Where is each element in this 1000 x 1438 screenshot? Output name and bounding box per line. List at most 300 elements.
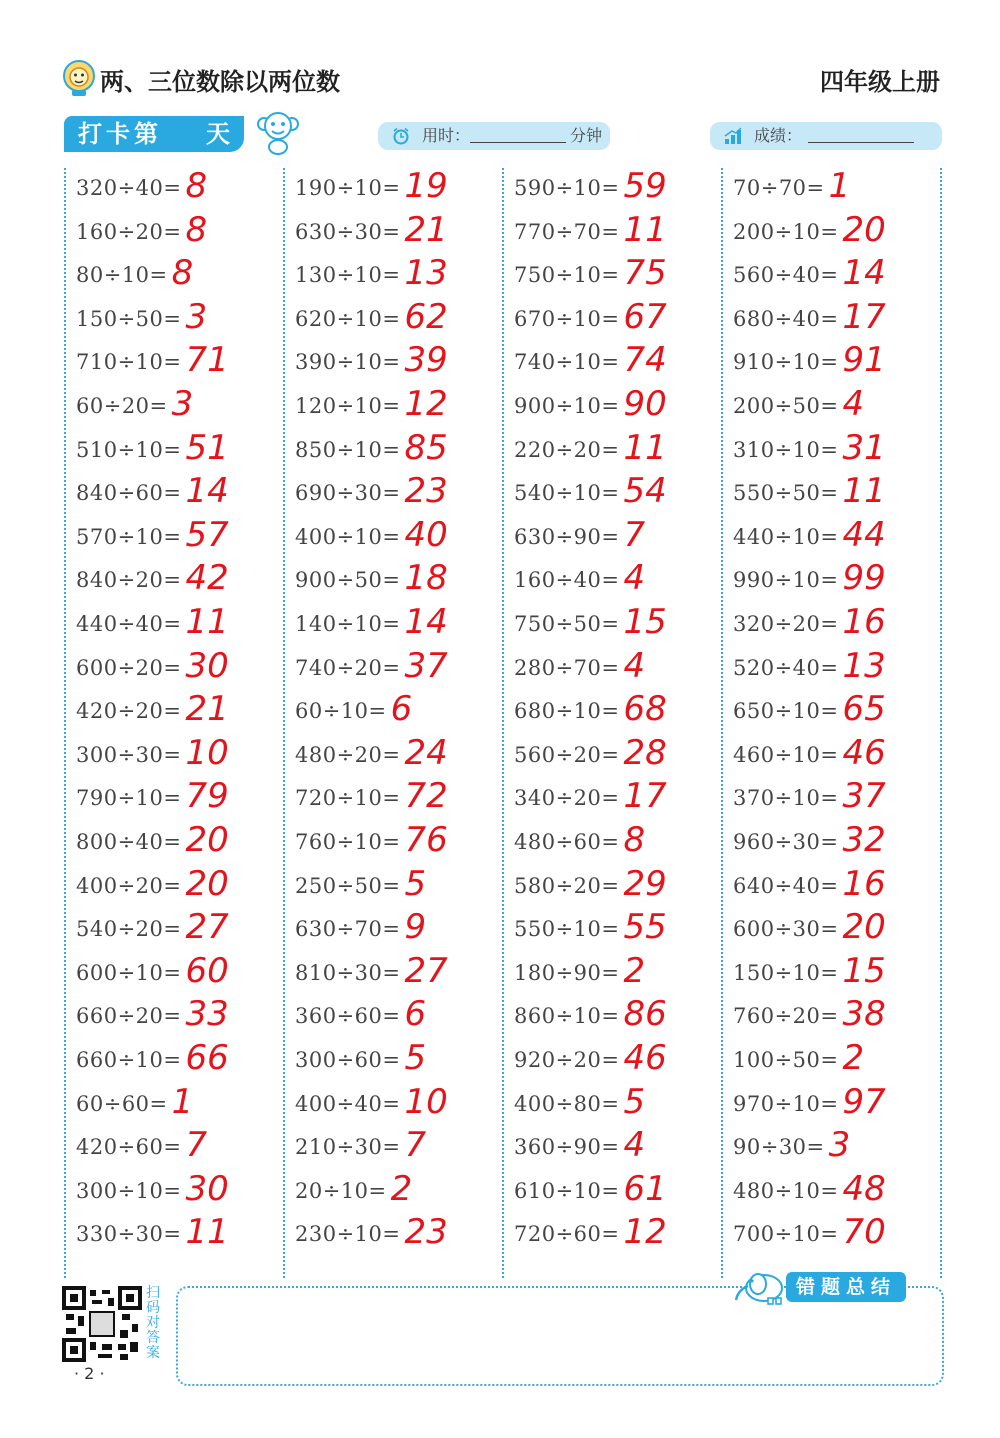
handwritten-answer[interactable]: 20	[185, 863, 229, 904]
division-question: 320÷40=	[76, 176, 182, 200]
exercise-row	[64, 863, 283, 910]
time-blank[interactable]	[470, 124, 566, 143]
exercise-row	[721, 822, 940, 866]
handwritten-answer[interactable]: 3	[828, 1125, 851, 1166]
exercise-row	[64, 645, 283, 692]
division-question: 590÷10=	[514, 176, 620, 200]
division-question: 760÷20=	[733, 1004, 839, 1029]
handwritten-answer[interactable]: 51	[185, 427, 229, 468]
exercise-row	[502, 168, 721, 212]
division-question: 310÷10=	[733, 437, 839, 462]
exercise-row	[64, 909, 283, 953]
handwritten-answer[interactable]: 10	[404, 1081, 448, 1122]
exercise-row	[283, 342, 502, 386]
division-question: 900÷50=	[295, 568, 401, 593]
division-question: 420÷60=	[76, 1135, 182, 1160]
exercise-row	[502, 645, 721, 692]
exercise-row	[502, 514, 721, 561]
division-question: 970÷10=	[733, 1091, 839, 1116]
handwritten-answer[interactable]: 66	[185, 1038, 229, 1078]
division-question: 20÷10=	[295, 1178, 387, 1203]
handwritten-answer[interactable]: 17	[623, 776, 667, 817]
exercise-row	[283, 386, 502, 430]
division-question: 800÷40=	[76, 830, 182, 854]
handwritten-answer[interactable]: 29	[623, 863, 667, 904]
exercise-column	[64, 168, 283, 1278]
division-question: 400÷40=	[295, 1091, 401, 1116]
exercise-row	[64, 168, 283, 212]
exercise-row	[283, 950, 502, 997]
division-question: 330÷30=	[76, 1222, 182, 1247]
division-question: 920÷20=	[514, 1048, 620, 1072]
handwritten-answer[interactable]: 4	[623, 558, 646, 599]
handwritten-answer[interactable]: 2	[390, 1168, 413, 1209]
exercise-row	[721, 732, 940, 779]
scan-for-answers-text: 扫码对答案	[146, 1285, 160, 1361]
handwritten-answer[interactable]: 21	[185, 689, 229, 730]
handwritten-answer[interactable]: 85	[404, 427, 448, 468]
handwritten-answer[interactable]: 7	[623, 514, 646, 555]
handwritten-answer[interactable]: 18	[404, 558, 448, 599]
exercise-row	[502, 604, 721, 648]
division-question: 750÷50=	[514, 612, 620, 636]
division-question: 200÷10=	[733, 219, 839, 244]
exercise-row	[721, 168, 940, 212]
handwritten-answer[interactable]: 20	[185, 820, 229, 860]
handwritten-answer[interactable]: 70	[842, 1212, 886, 1253]
exercise-row	[721, 1127, 940, 1171]
division-question: 180÷90=	[514, 960, 620, 985]
division-question: 540÷20=	[76, 917, 182, 942]
handwritten-answer[interactable]: 5	[404, 1038, 427, 1078]
division-question: 630÷30=	[295, 219, 401, 244]
exercise-row	[721, 1040, 940, 1084]
handwritten-answer[interactable]: 75	[623, 253, 667, 294]
division-question: 60÷60=	[76, 1091, 168, 1116]
division-question: 840÷60=	[76, 481, 182, 506]
handwritten-answer[interactable]: 6	[390, 689, 413, 730]
division-question: 510÷10=	[76, 437, 182, 462]
handwritten-answer[interactable]: 46	[842, 732, 886, 773]
division-question: 390÷10=	[295, 350, 401, 375]
score-blank[interactable]	[808, 124, 914, 143]
exercise-row	[502, 732, 721, 779]
exercise-row	[502, 296, 721, 343]
exercise-row	[721, 473, 940, 517]
division-question: 280÷70=	[514, 655, 620, 680]
handwritten-answer[interactable]: 24	[404, 732, 448, 773]
handwritten-answer[interactable]: 15	[623, 602, 667, 642]
exercise-row	[283, 255, 502, 299]
handwritten-answer[interactable]: 14	[842, 253, 886, 294]
info-bar	[64, 116, 942, 152]
division-question: 770÷70=	[514, 219, 620, 244]
handwritten-answer[interactable]: 17	[842, 296, 886, 337]
monkey-mascot-icon	[254, 108, 302, 156]
handwritten-answer[interactable]: 37	[404, 645, 448, 686]
handwritten-answer[interactable]: 71	[185, 340, 229, 381]
division-question: 600÷20=	[76, 655, 182, 680]
handwritten-answer[interactable]: 27	[185, 907, 229, 948]
division-question: 580÷20=	[514, 873, 620, 898]
checkin-day-unit: 天	[206, 120, 230, 148]
division-question: 910÷10=	[733, 350, 839, 375]
exercise-row	[502, 1127, 721, 1171]
exercise-row	[502, 996, 721, 1040]
handwritten-answer[interactable]: 31	[842, 427, 886, 468]
division-question: 550÷10=	[514, 917, 620, 942]
handwritten-answer[interactable]: 8	[185, 166, 208, 206]
column-divider	[721, 168, 723, 1278]
handwritten-answer[interactable]: 99	[842, 558, 886, 599]
handwritten-answer[interactable]: 16	[842, 863, 886, 904]
handwritten-answer[interactable]: 19	[404, 166, 448, 206]
exercise-row	[64, 560, 283, 604]
handwritten-answer[interactable]: 20	[842, 907, 886, 948]
handwritten-answer[interactable]: 1	[171, 1081, 194, 1122]
division-question: 140÷10=	[295, 612, 401, 636]
page-header	[60, 58, 940, 106]
handwritten-answer[interactable]: 8	[185, 209, 208, 250]
exercise-row	[283, 996, 502, 1040]
mistake-summary-title: 错题总结	[786, 1272, 906, 1302]
exercise-row	[721, 427, 940, 474]
column-divider	[502, 168, 504, 1278]
division-question: 190÷10=	[295, 176, 401, 200]
exercise-row	[502, 1214, 721, 1258]
exercise-row	[64, 473, 283, 517]
exercise-row	[283, 1214, 502, 1258]
exercise-row	[64, 778, 283, 822]
exercise-row	[64, 950, 283, 997]
handwritten-answer[interactable]: 27	[404, 950, 448, 991]
exercise-row	[721, 604, 940, 648]
checkin-day-card	[64, 116, 244, 152]
handwritten-answer[interactable]: 23	[404, 471, 448, 512]
handwritten-answer[interactable]: 11	[185, 602, 229, 642]
handwritten-answer[interactable]: 68	[623, 689, 667, 730]
page-number: · 2 ·	[74, 1364, 105, 1383]
division-question: 150÷50=	[76, 306, 182, 331]
division-question: 700÷10=	[733, 1222, 839, 1247]
handwritten-answer[interactable]: 13	[404, 253, 448, 294]
exercise-row	[283, 1040, 502, 1084]
exercise-row	[502, 255, 721, 299]
division-question: 300÷60=	[295, 1048, 401, 1072]
exercise-row	[502, 473, 721, 517]
exercise-column	[283, 168, 502, 1278]
handwritten-answer[interactable]: 6	[404, 994, 427, 1035]
grade-label: 四年级上册	[820, 68, 940, 96]
division-question: 960÷30=	[733, 830, 839, 854]
exercise-row	[283, 691, 502, 735]
exercise-row	[502, 1081, 721, 1128]
division-question: 560÷40=	[733, 263, 839, 288]
exercise-row	[64, 427, 283, 474]
handwritten-answer[interactable]: 55	[623, 907, 667, 948]
division-question: 210÷30=	[295, 1135, 401, 1160]
division-question: 150÷10=	[733, 960, 839, 985]
handwritten-answer[interactable]: 20	[842, 209, 886, 250]
division-question: 660÷10=	[76, 1048, 182, 1072]
exercise-row	[502, 342, 721, 386]
division-question: 90÷30=	[733, 1135, 825, 1160]
exercise-row	[721, 950, 940, 997]
exercise-row	[283, 560, 502, 604]
division-question: 300÷10=	[76, 1178, 182, 1203]
handwritten-answer[interactable]: 4	[623, 1125, 646, 1166]
division-question: 720÷10=	[295, 786, 401, 811]
division-question: 320÷20=	[733, 612, 839, 636]
handwritten-answer[interactable]: 40	[404, 514, 448, 555]
handwritten-answer[interactable]: 5	[404, 863, 427, 904]
division-question: 570÷10=	[76, 524, 182, 549]
exercise-row	[64, 996, 283, 1040]
division-question: 370÷10=	[733, 786, 839, 811]
handwritten-answer[interactable]: 30	[185, 1168, 229, 1209]
handwritten-answer[interactable]: 8	[623, 820, 646, 860]
exercise-row	[502, 209, 721, 256]
handwritten-answer[interactable]: 74	[623, 340, 667, 381]
exercise-column	[721, 168, 940, 1278]
handwritten-answer[interactable]: 10	[185, 732, 229, 773]
handwritten-answer[interactable]: 38	[842, 994, 886, 1035]
exercise-column	[502, 168, 721, 1278]
division-question: 630÷70=	[295, 917, 401, 942]
exercise-row	[721, 1168, 940, 1215]
exercise-row	[502, 386, 721, 430]
handwritten-answer[interactable]: 72	[404, 776, 448, 817]
handwritten-answer[interactable]: 57	[185, 514, 229, 555]
exercise-row	[721, 255, 940, 299]
handwritten-answer[interactable]: 23	[404, 1212, 448, 1253]
exercise-row	[721, 514, 940, 561]
handwritten-answer[interactable]: 79	[185, 776, 229, 817]
exercise-row	[283, 645, 502, 692]
exercise-row	[721, 209, 940, 256]
exercise-grid	[64, 168, 942, 1278]
handwritten-answer[interactable]: 61	[623, 1168, 667, 1209]
handwritten-answer[interactable]: 14	[404, 602, 448, 642]
exercise-row	[721, 560, 940, 604]
division-question: 160÷20=	[76, 219, 182, 244]
exercise-row	[64, 342, 283, 386]
exercise-row	[721, 1214, 940, 1258]
handwritten-answer[interactable]: 90	[623, 384, 667, 424]
division-question: 900÷10=	[514, 394, 620, 418]
exercise-row	[283, 863, 502, 910]
division-question: 690÷30=	[295, 481, 401, 506]
handwritten-answer[interactable]: 59	[623, 166, 667, 206]
exercise-row	[283, 209, 502, 256]
handwritten-answer[interactable]: 54	[623, 471, 667, 512]
elephant-mascot-icon	[732, 1266, 788, 1306]
handwritten-answer[interactable]: 33	[185, 994, 229, 1035]
handwritten-answer[interactable]: 1	[828, 166, 851, 206]
handwritten-answer[interactable]: 97	[842, 1081, 886, 1122]
exercise-row	[721, 863, 940, 910]
exercise-row	[64, 296, 283, 343]
handwritten-answer[interactable]: 86	[623, 994, 667, 1035]
handwritten-answer[interactable]: 67	[623, 296, 667, 337]
division-question: 810÷30=	[295, 960, 401, 985]
handwritten-answer[interactable]: 7	[185, 1125, 208, 1166]
handwritten-answer[interactable]: 8	[171, 253, 194, 294]
division-question: 400÷10=	[295, 524, 401, 549]
division-question: 220÷20=	[514, 437, 620, 462]
exercise-row	[64, 209, 283, 256]
handwritten-answer[interactable]: 14	[185, 471, 229, 512]
handwritten-answer[interactable]: 3	[171, 384, 194, 424]
handwritten-answer[interactable]: 39	[404, 340, 448, 381]
time-label: 用时：	[422, 126, 471, 145]
exercise-row	[64, 822, 283, 866]
division-question: 80÷10=	[76, 263, 168, 288]
lion-logo-icon	[60, 58, 98, 98]
exercise-row	[502, 560, 721, 604]
division-question: 540÷10=	[514, 481, 620, 506]
division-question: 360÷60=	[295, 1004, 401, 1029]
score-field	[710, 122, 942, 150]
division-question: 440÷40=	[76, 612, 182, 636]
handwritten-answer[interactable]: 7	[404, 1125, 427, 1166]
exercise-row	[64, 1127, 283, 1171]
division-question: 990÷10=	[733, 568, 839, 593]
division-question: 660÷20=	[76, 1004, 182, 1029]
division-question: 630÷90=	[514, 524, 620, 549]
division-question: 420÷20=	[76, 699, 182, 724]
exercise-row	[283, 514, 502, 561]
division-question: 400÷20=	[76, 873, 182, 898]
handwritten-answer[interactable]: 48	[842, 1168, 886, 1209]
division-question: 650÷10=	[733, 699, 839, 724]
exercise-row	[283, 909, 502, 953]
time-field	[378, 122, 610, 150]
handwritten-answer[interactable]: 3	[185, 296, 208, 337]
checkin-day-label: 打卡第	[78, 120, 162, 148]
handwritten-answer[interactable]: 11	[185, 1212, 229, 1253]
handwritten-answer[interactable]: 5	[623, 1081, 646, 1122]
exercise-row	[502, 1040, 721, 1084]
exercise-row	[283, 822, 502, 866]
handwritten-answer[interactable]: 4	[842, 384, 865, 424]
handwritten-answer[interactable]: 28	[623, 732, 667, 773]
division-question: 100÷50=	[733, 1048, 839, 1072]
exercise-row	[502, 691, 721, 735]
exercise-row	[283, 604, 502, 648]
division-question: 200÷50=	[733, 394, 839, 418]
alarm-clock-icon	[392, 127, 410, 145]
handwritten-answer[interactable]: 62	[404, 296, 448, 337]
division-question: 680÷40=	[733, 306, 839, 331]
exercise-row	[64, 386, 283, 430]
division-question: 710÷10=	[76, 350, 182, 375]
division-question: 160÷40=	[514, 568, 620, 593]
exercise-row	[721, 996, 940, 1040]
handwritten-answer[interactable]: 44	[842, 514, 886, 555]
column-divider	[940, 168, 942, 1278]
handwritten-answer[interactable]: 2	[842, 1038, 865, 1078]
qr-code-icon	[62, 1286, 142, 1362]
exercise-row	[721, 691, 940, 735]
division-question: 480÷60=	[514, 830, 620, 854]
exercise-row	[283, 1127, 502, 1171]
exercise-row	[64, 1040, 283, 1084]
handwritten-answer[interactable]: 91	[842, 340, 886, 381]
exercise-row	[502, 778, 721, 822]
handwritten-answer[interactable]: 37	[842, 776, 886, 817]
division-question: 600÷10=	[76, 960, 182, 985]
exercise-row	[721, 645, 940, 692]
division-question: 760÷10=	[295, 830, 401, 854]
handwritten-answer[interactable]: 16	[842, 602, 886, 642]
handwritten-answer[interactable]: 11	[623, 209, 667, 250]
exercise-row	[502, 950, 721, 997]
handwritten-answer[interactable]: 21	[404, 209, 448, 250]
division-question: 750÷10=	[514, 263, 620, 288]
exercise-row	[283, 296, 502, 343]
exercise-row	[64, 732, 283, 779]
division-question: 600÷30=	[733, 917, 839, 942]
handwritten-answer[interactable]: 65	[842, 689, 886, 730]
division-question: 640÷40=	[733, 873, 839, 898]
exercise-row	[283, 1081, 502, 1128]
handwritten-answer[interactable]: 12	[623, 1212, 667, 1253]
division-question: 740÷10=	[514, 350, 620, 375]
exercise-row	[502, 1168, 721, 1215]
exercise-row	[721, 296, 940, 343]
division-question: 740÷20=	[295, 655, 401, 680]
division-question: 230÷10=	[295, 1222, 401, 1247]
handwritten-answer[interactable]: 15	[842, 950, 886, 991]
exercise-row	[721, 342, 940, 386]
handwritten-answer[interactable]: 4	[623, 645, 646, 686]
bar-chart-icon	[724, 127, 742, 145]
handwritten-answer[interactable]: 13	[842, 645, 886, 686]
handwritten-answer[interactable]: 2	[623, 950, 646, 991]
exercise-row	[721, 1081, 940, 1128]
exercise-row	[64, 691, 283, 735]
exercise-row	[721, 909, 940, 953]
handwritten-answer[interactable]: 32	[842, 820, 886, 860]
handwritten-answer[interactable]: 30	[185, 645, 229, 686]
handwritten-answer[interactable]: 60	[185, 950, 229, 991]
handwritten-answer[interactable]: 42	[185, 558, 229, 599]
handwritten-answer[interactable]: 11	[623, 427, 667, 468]
division-question: 60÷20=	[76, 394, 168, 418]
division-question: 670÷10=	[514, 306, 620, 331]
division-question: 610÷10=	[514, 1178, 620, 1203]
exercise-row	[502, 427, 721, 474]
handwritten-answer[interactable]: 76	[404, 820, 448, 860]
handwritten-answer[interactable]: 9	[404, 907, 427, 948]
division-question: 250÷50=	[295, 873, 401, 898]
exercise-row	[721, 386, 940, 430]
handwritten-answer[interactable]: 11	[842, 471, 886, 512]
division-question: 840÷20=	[76, 568, 182, 593]
time-unit: 分钟	[570, 126, 603, 145]
handwritten-answer[interactable]: 12	[404, 384, 448, 424]
exercise-row	[64, 255, 283, 299]
division-question: 120÷10=	[295, 394, 401, 418]
handwritten-answer[interactable]: 46	[623, 1038, 667, 1078]
division-question: 790÷10=	[76, 786, 182, 811]
division-question: 360÷90=	[514, 1135, 620, 1160]
exercise-row	[64, 1214, 283, 1258]
division-question: 70÷70=	[733, 176, 825, 200]
exercise-row	[283, 473, 502, 517]
division-question: 60÷10=	[295, 699, 387, 724]
